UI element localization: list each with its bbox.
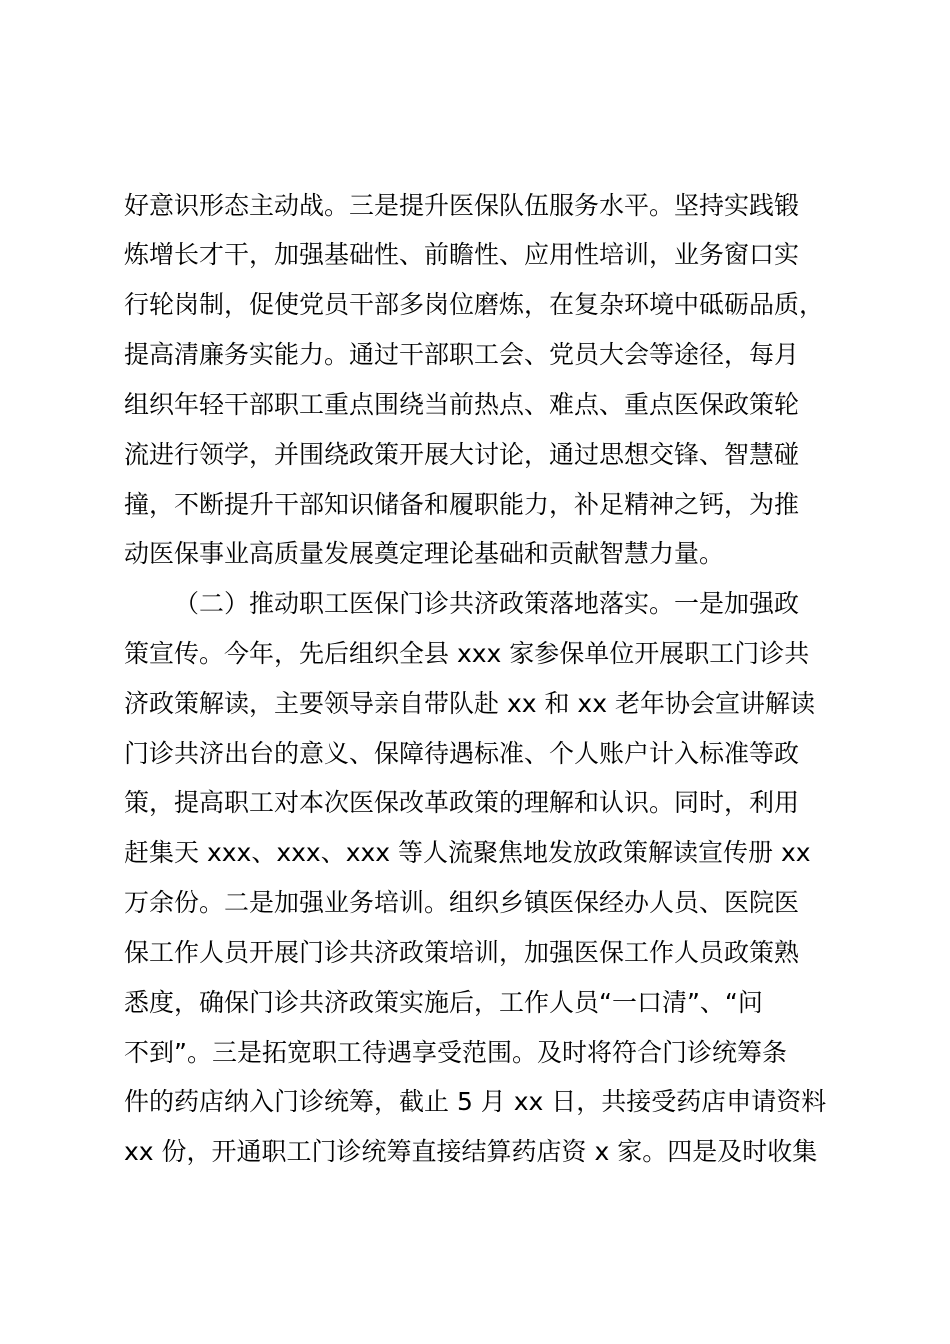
text-line: 赶集天 xxx、xxx、xxx 等人流聚焦地发放政策解读宣传册 xx xyxy=(124,838,811,867)
text-line: 门诊共济出台的意义、保障待遇标准、个人账户计入标准等政 xyxy=(124,739,800,768)
text-line: 提高清廉务实能力。通过干部职工会、党员大会等途径，每月 xyxy=(124,340,800,369)
text-line: 件的药店纳入门诊统筹，截止 5 月 xx 日，共接受药店申请资料 xyxy=(124,1087,827,1116)
text-line: 流进行领学，并围绕政策开展大讨论，通过思想交锋、智慧碰 xyxy=(124,440,800,469)
text-line: xx 份，开通职工门诊统筹直接结算药店资 x 家。四是及时收集 xyxy=(124,1137,818,1166)
text-line: 悉度，确保门诊共济政策实施后，工作人员“一口清”、“问 xyxy=(124,988,763,1017)
text-line: 济政策解读，主要领导亲自带队赴 xx 和 xx 老年协会宣讲解读 xyxy=(124,689,815,718)
section-heading-line: （二）推动职工医保门诊共济政策落地落实。一是加强政 xyxy=(174,589,800,618)
text-line: 不到”。三是拓宽职工待遇享受范围。及时将符合门诊统筹条 xyxy=(124,1038,787,1067)
text-line: 动医保事业高质量发展奠定理论基础和贡献智慧力量。 xyxy=(124,539,725,568)
text-line: 行轮岗制，促使党员干部多岗位磨炼，在复杂环境中砥砺品质， xyxy=(124,290,825,319)
text-line: 炼增长才干，加强基础性、前瞻性、应用性培训，业务窗口实 xyxy=(124,240,800,269)
text-line: 好意识形态主动战。三是提升医保队伍服务水平。坚持实践锻 xyxy=(124,191,800,220)
text-line: 策，提高职工对本次医保改革政策的理解和认识。同时，利用 xyxy=(124,788,800,817)
text-line: 组织年轻干部职工重点围绕当前热点、难点、重点医保政策轮 xyxy=(124,390,800,419)
text-line: 策宣传。今年，先后组织全县 xxx 家参保单位开展职工门诊共 xyxy=(124,639,810,668)
text-line: 万余份。二是加强业务培训。组织乡镇医保经办人员、医院医 xyxy=(124,888,800,917)
text-line: 撞，不断提升干部知识储备和履职能力，补足精神之钙，为推 xyxy=(124,490,800,519)
text-line: 保工作人员开展门诊共济政策培训，加强医保工作人员政策熟 xyxy=(124,938,800,967)
